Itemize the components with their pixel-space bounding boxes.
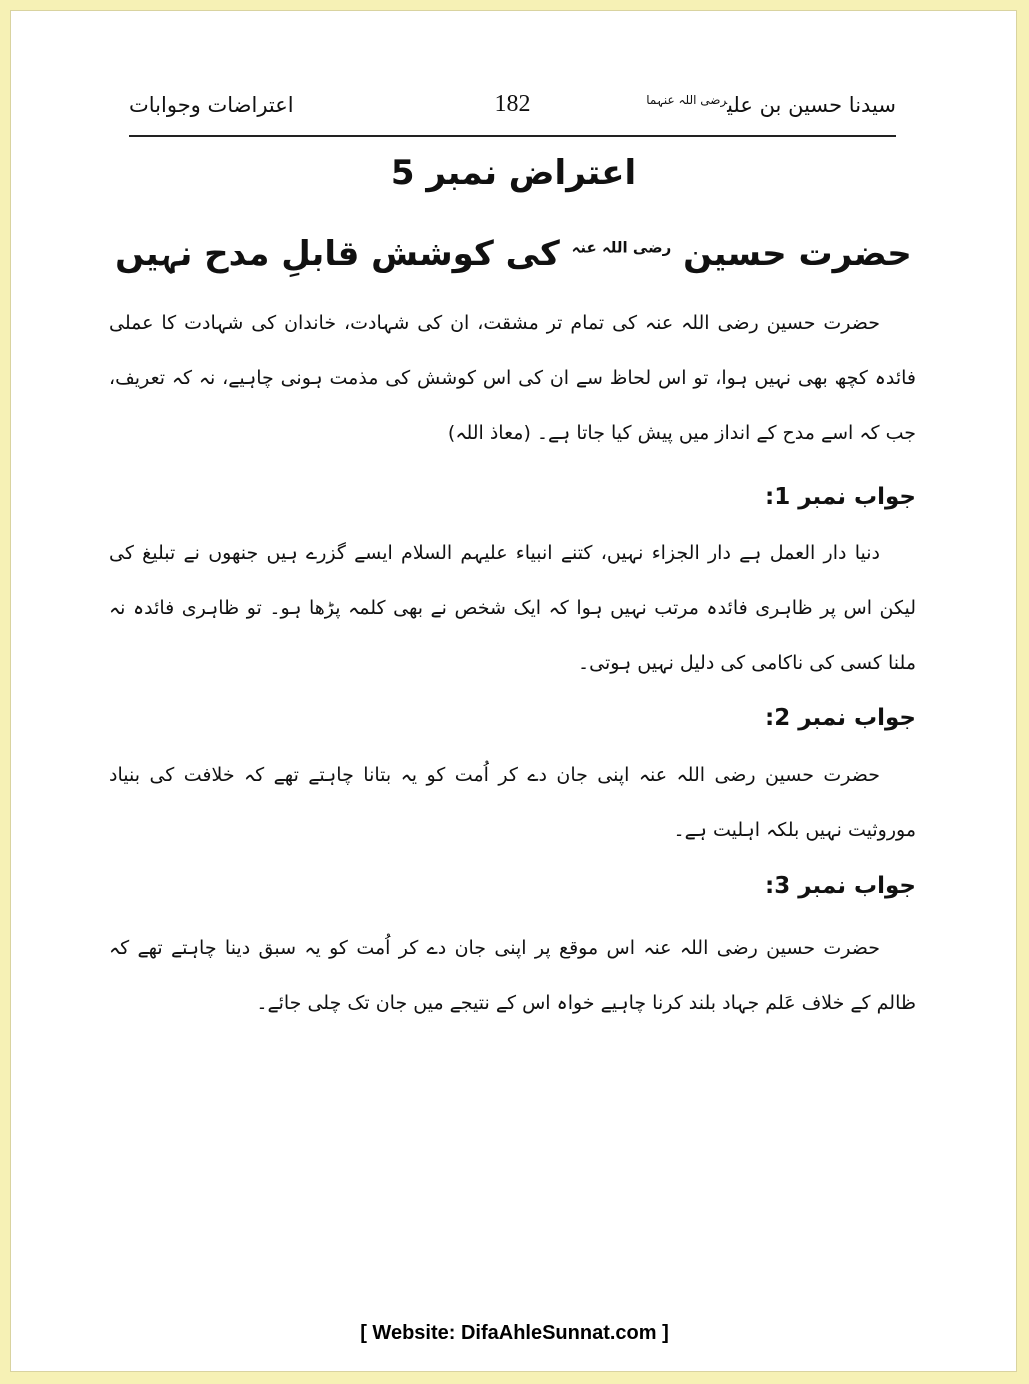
answer-3-heading: جواب نمبر 3:	[765, 873, 916, 899]
answer-1-heading: جواب نمبر 1:	[765, 484, 916, 510]
honorific-mark: رضی اللہ عنہما	[646, 93, 728, 107]
page-number: 182	[494, 91, 531, 117]
chapter-title: اعتراضات وجوابات	[129, 93, 294, 117]
answer-3-paragraph: حضرت حسین رضی اللہ عنہ اس موقع پر اپنی جان دے کر اُمت کو یہ سبق دینا چاہتے تھے کہ ظالم کے خلاف عَلم جہاد بلند کرنا چاہیے خواہ اس کے نتیجے میں جان تک چلی جائے۔	[109, 937, 916, 1014]
page	[10, 10, 1017, 1372]
answer-1-paragraph: دنیا دار العمل ہے دار الجزاء نہیں، کتنے انبیاء علیہم السلام ایسے گزرے ہیں جنھوں نے تبلیغ کی لیکن اس پر ظاہری فائدہ مرتب نہیں ہوا کہ ایک شخص نے بھی کلمہ پڑھا ہو۔ تو ظاہری فائدہ نہ ملنا کسی کی ناکامی کی دلیل نہیں ہوتی۔	[109, 542, 917, 674]
objection-paragraph: حضرت حسین رضی اللہ عنہ کی تمام تر مشقت، ان کی شہادت، خاندان کی شہادت کا عملی فائدہ کچھ بھی نہیں ہوا، تو اس لحاظ سے ان کی اس کوشش کی مذمت ہونی چاہیے، نہ کہ تعریف، جب کہ اسے مدح کے انداز میں پیش کیا جاتا ہے۔ (معاذ اللہ)	[109, 312, 916, 444]
book-title: سیدنا حسین بن علی$^{رضی اللہ عنہما}$	[646, 93, 896, 117]
running-header	[129, 91, 896, 137]
answer-2-heading: جواب نمبر 2:	[765, 705, 916, 731]
website-footer: [ Website: DifaAhleSunnat.com ]	[360, 1322, 669, 1344]
honorific-mark: رضی اللہ عنہ	[571, 238, 672, 257]
objection-subtitle: حضرت حسین $^{رضی اللہ عنہ}$ کی کوشش قابلِ مدح نہیں	[115, 234, 912, 274]
answer-2-paragraph: حضرت حسین رضی اللہ عنہ اپنی جان دے کر اُمت کو یہ بتانا چاہتے تھے کہ خلافت کی بنیاد موروثیت نہیں بلکہ اہلیت ہے۔	[109, 764, 916, 841]
objection-title: اعتراض نمبر 5	[390, 153, 637, 193]
